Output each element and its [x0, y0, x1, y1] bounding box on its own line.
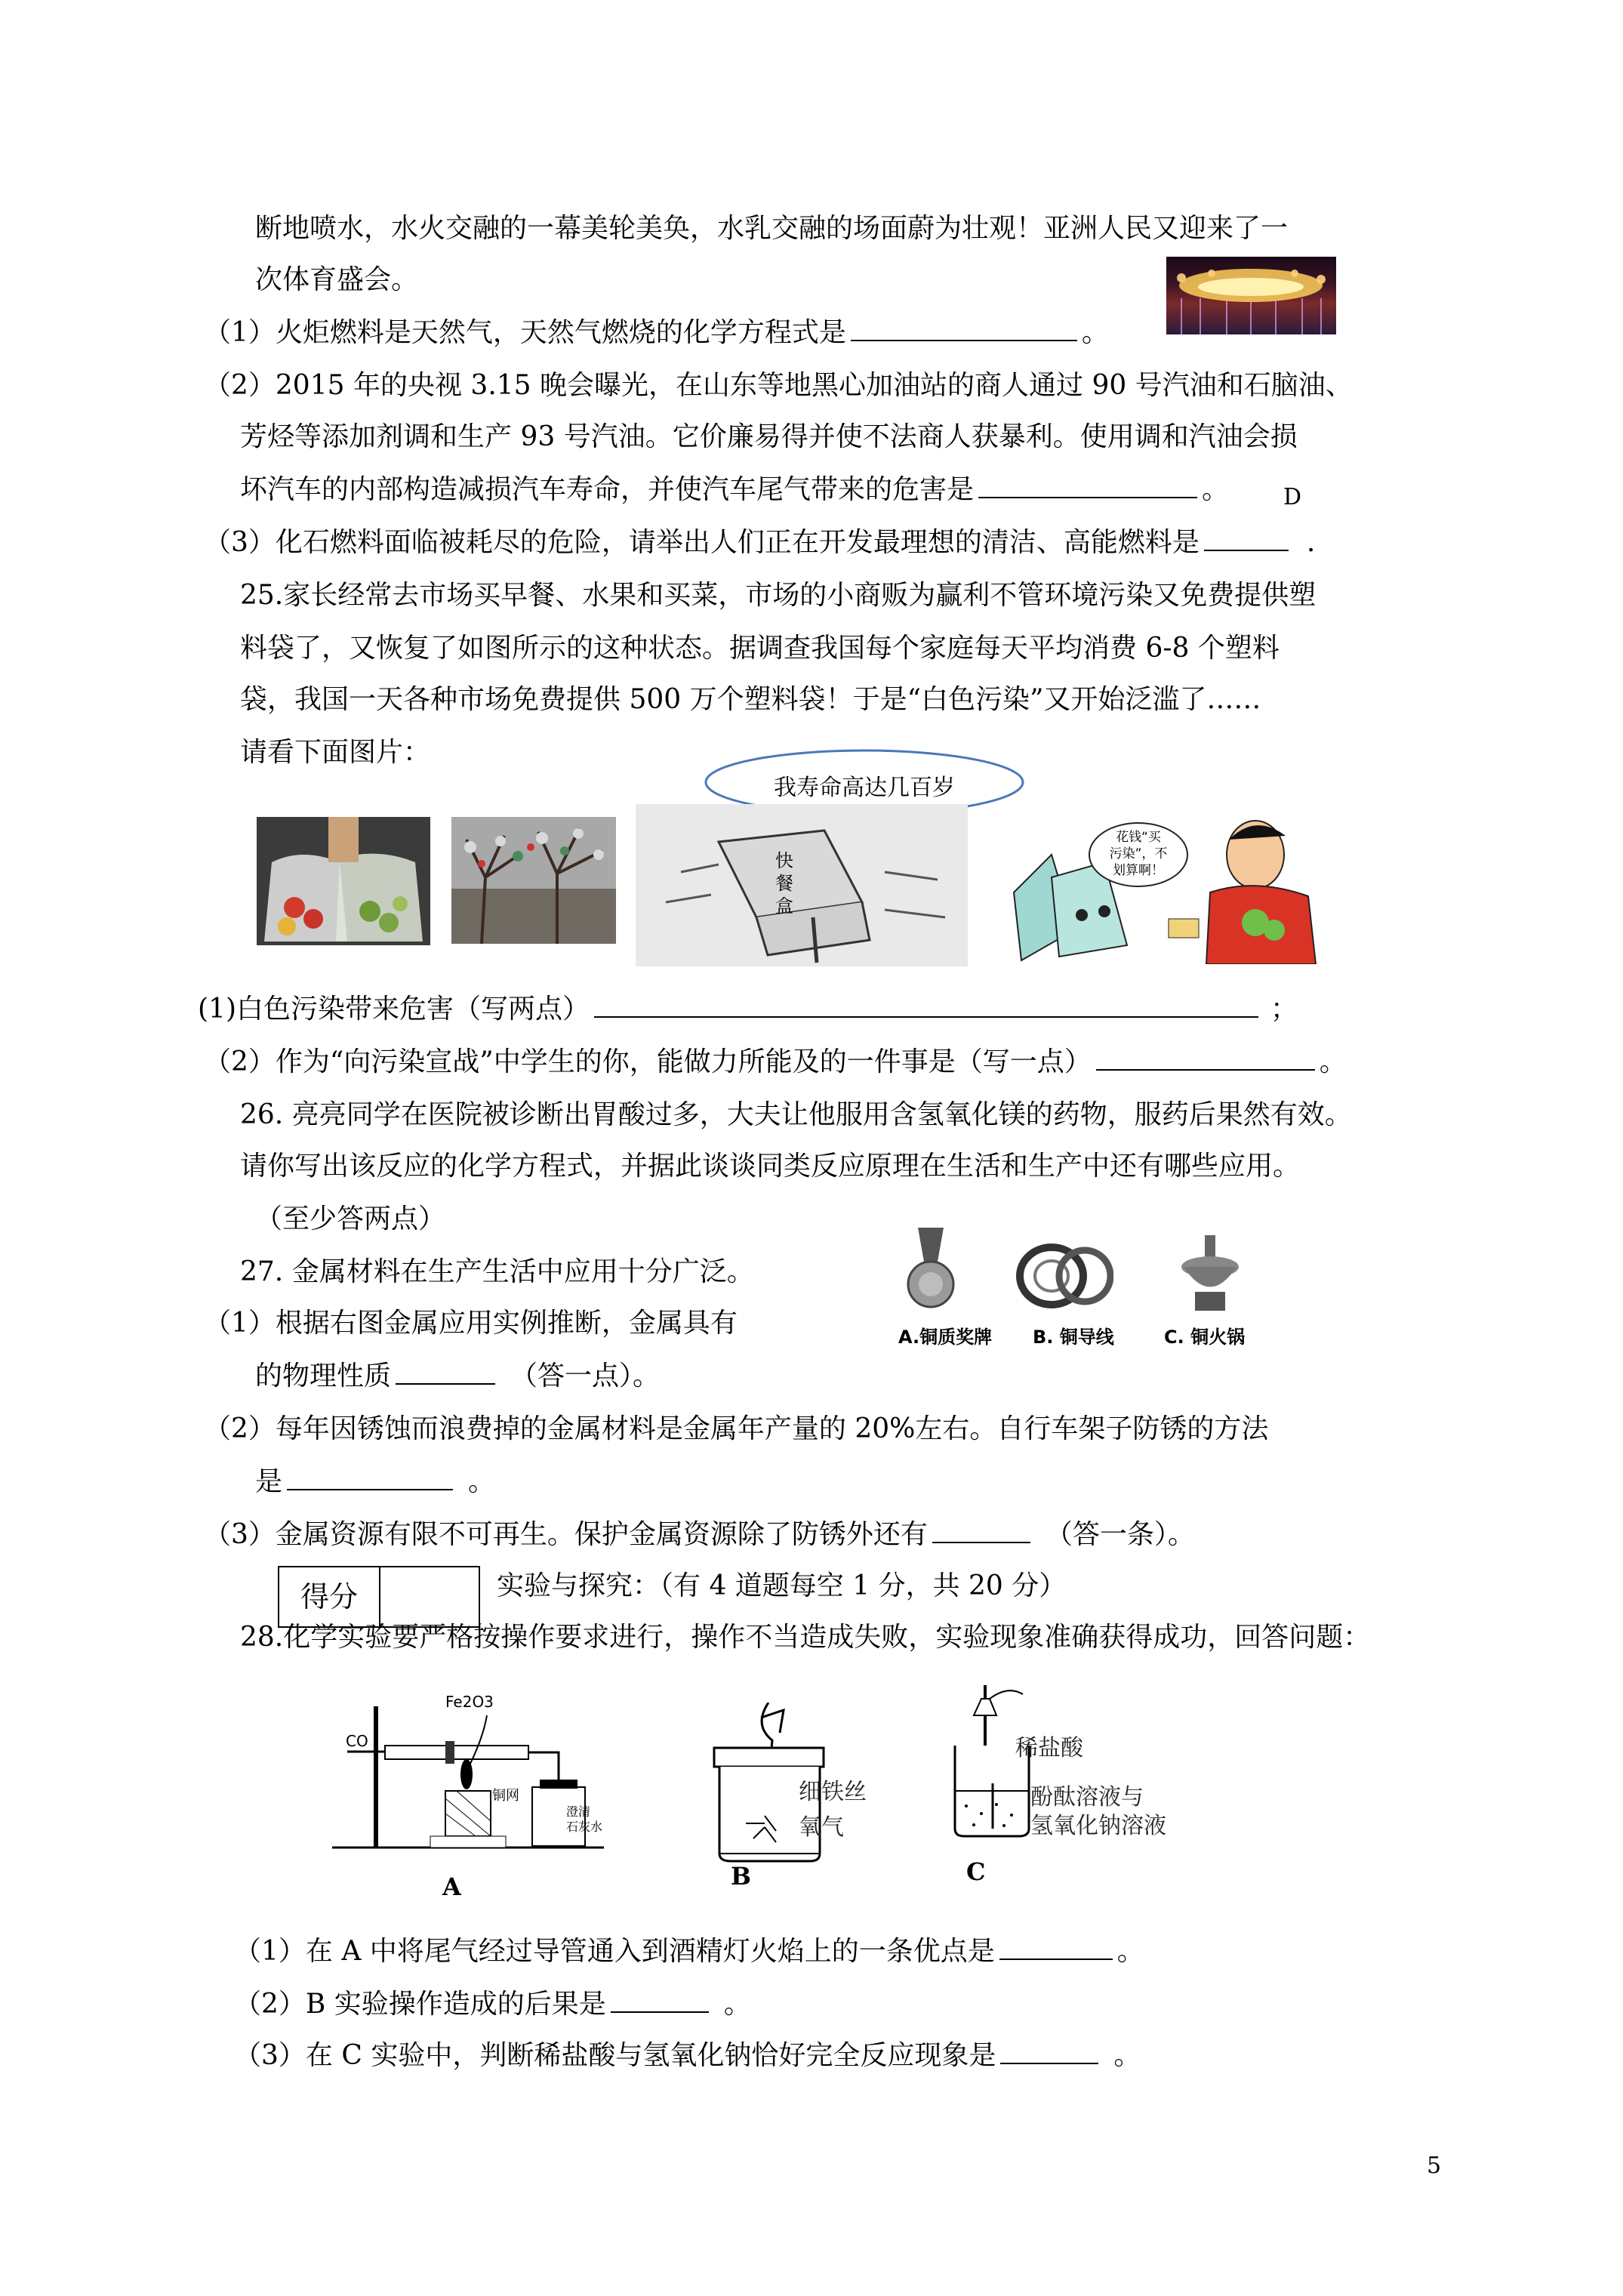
punct: （答一条）。 — [1045, 1519, 1195, 1550]
question-text: （2）作为“向污染宣战”中学生的你，能做力所能及的一件事是（写一点） — [204, 1046, 1092, 1077]
question-text: （1）在 A 中将尾气经过导管通入到酒精灯火焰上的一条优点是 — [234, 1936, 995, 1967]
text-line: 次体育盛会。 — [255, 264, 419, 295]
box-text: 快餐盒 — [775, 850, 793, 917]
text-line: 断地喷水，水火交融的一幕美轮美奂，水乳交融的场面蔚为壮观！亚洲人民又迎来了一 — [255, 213, 1289, 244]
metal-caption-b: B. 铜导线 — [1033, 1327, 1114, 1348]
expA-copper-net-label: 铜网 — [492, 1788, 519, 1804]
answer-blank[interactable] — [287, 1466, 453, 1490]
expB-label: B — [731, 1862, 752, 1891]
question-text: （3）在 C 实验中，判断稀盐酸与氢氧化钠恰好完全反应现象是 — [234, 2040, 996, 2071]
expB-gas-label: 氧气 — [799, 1814, 844, 1841]
question-text: （3）化石燃料面临被耗尽的危险，请举出人们正在开发最理想的清洁、高能燃料是 — [204, 527, 1200, 558]
cartoon-speech — [1097, 829, 1180, 879]
label-line: 酚酞溶液与 — [1030, 1784, 1144, 1811]
copper-medal-image — [904, 1228, 957, 1314]
question-text: 坏汽车的内部构造减损汽车寿命，并使汽车尾气带来的危害是 — [240, 474, 975, 505]
bubble-text: 我寿命高达几百岁 — [774, 775, 955, 801]
text-line: （1）根据右图金属应用实例推断，金属具有 — [204, 1308, 738, 1339]
text-line: 请你写出该反应的化学方程式，并据此谈谈同类反应原理在生活和生产中还有哪些应用。 — [240, 1151, 1301, 1182]
text-line: 料袋了，又恢复了如图所示的这种状态。据调查我国每个家庭每天平均消费 6-8 个塑料 — [240, 633, 1280, 664]
punct: 。 — [1081, 317, 1109, 348]
text-line: （至少答两点） — [255, 1203, 446, 1234]
speech-line: 污染”，不 — [1109, 846, 1168, 861]
expA-limewater-label — [566, 1804, 602, 1835]
punct: （答一点）。 — [510, 1361, 661, 1391]
copper-hotpot-image — [1176, 1235, 1244, 1314]
question-25-1 — [198, 992, 1298, 1027]
question-text: （3）金属资源有限不可再生。保护金属资源除了防锈外还有 — [204, 1519, 928, 1550]
question-text: (1)白色污染带来危害（写两点） — [198, 994, 590, 1025]
section-heading: 实验与探究：（有 4 道题每空 1 分，共 20 分） — [497, 1570, 1067, 1601]
punct: 。 — [723, 1989, 751, 2020]
question-text: 的物理性质 — [255, 1361, 392, 1391]
metal-caption-c: C. 铜火锅 — [1164, 1327, 1246, 1348]
score-cell[interactable] — [380, 1567, 479, 1626]
question-27-3 — [204, 1518, 1195, 1552]
speech-line: 花钱“买 — [1116, 830, 1161, 845]
label-line: 澄清 — [566, 1804, 591, 1819]
answer-blank[interactable] — [851, 317, 1077, 341]
answer-blank[interactable] — [594, 994, 1258, 1018]
expB-wire-label: 细铁丝 — [799, 1779, 867, 1805]
label-line: 石灰水 — [566, 1820, 603, 1834]
punct: 。 — [1113, 2040, 1141, 2071]
answer-blank[interactable] — [932, 1519, 1030, 1543]
answer-blank[interactable] — [1096, 1046, 1315, 1071]
expC-acid-label: 稀盐酸 — [1015, 1735, 1083, 1761]
punct: ； — [1270, 994, 1298, 1025]
question-28-1 — [234, 1934, 1144, 1969]
punct: . — [1306, 527, 1316, 558]
text-line: 袋，我国一天各种市场免费提供 500 万个塑料袋！于是“白色污染”又开始泛滥了…… — [240, 684, 1261, 715]
page-number: 5 — [1427, 2153, 1442, 2179]
question-28-3 — [234, 2039, 1141, 2073]
expA-co-label: CO — [346, 1732, 368, 1750]
question-27-2 — [255, 1465, 495, 1499]
expA-label: A — [442, 1872, 461, 1901]
food-box-drawing — [636, 804, 968, 966]
answer-blank[interactable] — [1000, 2040, 1098, 2064]
copper-wire-image — [1015, 1238, 1113, 1310]
speech-line: 划算啊！ — [1113, 863, 1164, 878]
text-line: 28.化学实验要严格按操作要求进行，操作不当造成失败，实验现象准确获得成功，回答问题： — [240, 1622, 1371, 1653]
text-line: 25.家长经常去市场买早餐、水果和买菜，市场的小商贩为赢利不管环境污染又免费提供塑 — [240, 580, 1317, 611]
punct: 。 — [1319, 1046, 1347, 1077]
fireworks-photo — [1166, 257, 1336, 334]
bags-in-trees-photo — [451, 817, 616, 944]
answer-blank[interactable] — [611, 1989, 709, 2013]
text-line: 请看下面图片： — [240, 737, 431, 768]
text-line: 芳烃等添加剂调和生产 93 号汽油。它价廉易得并使不法商人获暴利。使用调和汽油会损 — [240, 421, 1298, 452]
question-28-2 — [234, 1987, 751, 2022]
expC-solution-label — [1030, 1783, 1166, 1841]
question-text: （1）火炬燃料是天然气，天然气燃烧的化学方程式是 — [204, 317, 846, 348]
punct: 。 — [1116, 1936, 1144, 1967]
answer-blank[interactable] — [396, 1361, 495, 1385]
score-box — [278, 1566, 480, 1628]
text-line: 27. 金属材料在生产生活中应用十分广泛。 — [240, 1256, 754, 1287]
question-24-3 — [204, 525, 1315, 560]
question-text: 是 — [255, 1466, 283, 1497]
question-24-2 — [240, 473, 1229, 507]
answer-blank[interactable] — [999, 1936, 1113, 1960]
label-line: 氢氧化钠溶液 — [1030, 1813, 1166, 1839]
experiment-b-diagram — [701, 1703, 897, 1865]
expC-label: C — [966, 1857, 986, 1886]
metal-caption-a: A.铜质奖牌 — [898, 1327, 993, 1348]
question-24-1 — [204, 316, 1109, 350]
experiment-a-diagram — [332, 1685, 604, 1855]
score-label: 得分 — [279, 1567, 380, 1626]
question-27-1 — [255, 1359, 660, 1394]
plastic-bags-photo — [257, 817, 430, 945]
answer-blank[interactable] — [1204, 527, 1289, 551]
text-line: 26. 亮亮同学在医院被诊断出胃酸过多，大夫让他服用含氢氧化镁的药物，服药后果然有效。 — [240, 1099, 1352, 1130]
cartoon-drawing — [1006, 809, 1325, 964]
expA-fe2o3-label: Fe2O3 — [445, 1693, 494, 1711]
question-text: （2）B 实验操作造成的后果是 — [234, 1989, 606, 2020]
question-25-2 — [204, 1045, 1347, 1080]
answer-blank[interactable] — [978, 474, 1197, 498]
text-line: （2）每年因锈蚀而浪费掉的金属材料是金属年产量的 20%左右。自行车架子防锈的方法 — [204, 1413, 1269, 1444]
text-line: （2）2015 年的央视 3.15 晚会曝光，在山东等地黑心加油站的商人通过 90 号汽油和石脑油、 — [204, 370, 1353, 401]
punct: 。 — [468, 1466, 496, 1497]
experiment-c-diagram — [940, 1685, 1196, 1855]
punct: 。 — [1202, 474, 1230, 505]
stray-letter: D — [1283, 484, 1302, 510]
